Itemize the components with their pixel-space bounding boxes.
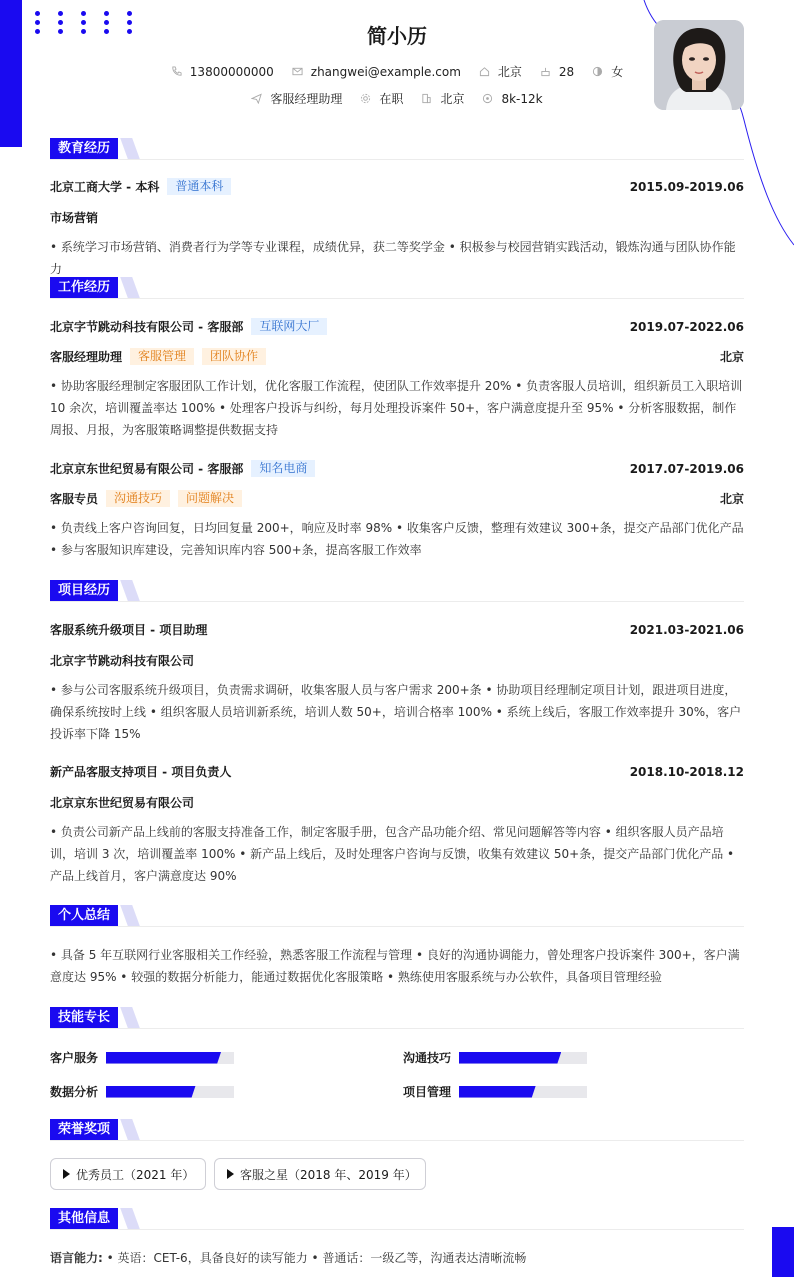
target-city-text: 北京 bbox=[440, 92, 465, 106]
section-title-slant bbox=[120, 277, 140, 298]
building-icon bbox=[421, 93, 432, 104]
section-title: 工作经历 bbox=[50, 277, 118, 298]
salary-text: 8k-12k bbox=[501, 91, 543, 106]
decorative-bar-right bbox=[772, 1227, 794, 1277]
skill-item bbox=[50, 1049, 234, 1066]
project-row bbox=[50, 621, 744, 638]
skill-bar bbox=[106, 1086, 234, 1098]
decorative-dot bbox=[104, 11, 109, 16]
skill-item bbox=[50, 1083, 234, 1100]
education-date: 2015.09-2019.06 bbox=[629, 179, 744, 194]
work-city: 北京 bbox=[719, 492, 744, 506]
mail-icon bbox=[292, 66, 303, 77]
project-date: 2021.03-2021.06 bbox=[629, 622, 744, 637]
skill-bar-fill bbox=[459, 1052, 561, 1064]
section-divider bbox=[50, 1028, 744, 1029]
education-row bbox=[50, 178, 744, 195]
email-item bbox=[292, 65, 461, 79]
section-project bbox=[50, 580, 744, 602]
section-divider bbox=[50, 1140, 744, 1141]
language-label: 语言能力: bbox=[50, 1251, 103, 1265]
send-icon bbox=[251, 93, 262, 104]
school-name: 北京工商大学 - 本科 bbox=[50, 180, 160, 194]
gender-text: 女 bbox=[611, 65, 624, 79]
section-divider bbox=[50, 926, 744, 927]
target-job-text: 客服经理助理 bbox=[270, 92, 343, 106]
language-value: • 英语：CET-6，具备良好的读写能力 • 普通话：一级乙等，沟通表达清晰流畅 bbox=[106, 1251, 527, 1265]
skill-name: 沟通技巧 bbox=[403, 1051, 452, 1065]
project-org: 北京京东世纪贸易有限公司 bbox=[50, 796, 195, 810]
language-line bbox=[50, 1247, 744, 1269]
section-education bbox=[50, 138, 744, 160]
skill-bar bbox=[459, 1086, 587, 1098]
work-desc: • 负责线上客户咨询回复，日均回复量 200+，响应及时率 98% • 收集客户反馈，整理有效建议 300+条，提交产品部门优化产品 • 参与客服知识库建设，完善知识库内容 500+条，提高客服工作效率 bbox=[50, 521, 744, 557]
education-desc: • 系统学习市场营销、消费者行为学等专业课程，成绩优异，获二等奖学金 • 积极参与校园营销实践活动，锻炼沟通与团队协作能力 bbox=[50, 240, 736, 276]
avatar bbox=[654, 20, 744, 110]
skill-bar bbox=[459, 1052, 587, 1064]
gender-item bbox=[592, 63, 623, 80]
major: 市场营销 bbox=[50, 211, 99, 225]
age-text: 28 bbox=[558, 64, 575, 79]
location-text: 北京 bbox=[497, 65, 522, 79]
company-badge: 知名电商 bbox=[251, 460, 315, 477]
email-text: zhangwei@example.com bbox=[310, 64, 461, 79]
cake-icon bbox=[540, 66, 551, 77]
section-title-slant bbox=[120, 138, 140, 159]
role-tag: 沟通技巧 bbox=[106, 490, 170, 507]
section-title: 荣誉奖项 bbox=[50, 1119, 118, 1140]
summary-text: • 具备 5 年互联网行业客服相关工作经验，熟悉客服工作流程与管理 • 良好的沟通协调能力，曾处理客户投诉案件 300+，客户满意度达 95% • 较强的数据分析能力，能通过数据优化客服策略 • 熟练使用客服系统与办公软件，具备项目管理经验 bbox=[50, 948, 740, 984]
skill-bar-fill bbox=[106, 1086, 196, 1098]
age-item bbox=[540, 65, 574, 79]
phone-icon bbox=[171, 66, 182, 77]
role-tag: 问题解决 bbox=[178, 490, 242, 507]
skill-bar-fill bbox=[459, 1086, 536, 1098]
school-badge: 普通本科 bbox=[167, 178, 231, 195]
target-job-item bbox=[251, 90, 342, 107]
role-name: 客服经理助理 bbox=[50, 350, 123, 364]
skill-name: 项目管理 bbox=[403, 1085, 452, 1099]
project-desc: • 参与公司客服系统升级项目，负责需求调研，收集客服人员与客户需求 200+条 • 协助项目经理制定项目计划，跟进项目进度，确保系统按时上线 • 组织客服人员培训新系统，培训人数 50+，培训合格率 100% • 系统上线后，客服工作效率提升 30%，客户投诉率下降 15% bbox=[50, 683, 742, 741]
project-title: 新产品客服支持项目 - 项目负责人 bbox=[50, 765, 232, 779]
role-tag: 团队协作 bbox=[202, 348, 266, 365]
section-title-slant bbox=[120, 905, 140, 926]
section-title: 个人总结 bbox=[50, 905, 118, 926]
section-divider bbox=[50, 1229, 744, 1230]
triangle-icon bbox=[227, 1169, 234, 1179]
section-title-slant bbox=[120, 580, 140, 601]
salary-item bbox=[482, 92, 542, 106]
project-date: 2018.10-2018.12 bbox=[629, 764, 744, 779]
project-desc: • 负责公司新产品上线前的客服支持准备工作，制定客服手册，包含产品功能介绍、常见问题解答等内容 • 组织客服人员产品培训，培训 3 次，培训覆盖率 100% • 新产品上线后，及时处理客户咨询与反馈，收集有效建议 50+条，提交产品部门优化产品 • 产品上线首月，客户满意度达 90% bbox=[50, 825, 735, 883]
work-date: 2019.07-2022.06 bbox=[629, 319, 744, 334]
project-title: 客服系统升级项目 - 项目助理 bbox=[50, 623, 208, 637]
skill-bar-fill bbox=[106, 1052, 221, 1064]
section-title-slant bbox=[120, 1007, 140, 1028]
section-summary bbox=[50, 905, 744, 927]
phone-item bbox=[171, 65, 274, 79]
section-work bbox=[50, 277, 744, 299]
company-name: 北京京东世纪贸易有限公司 - 客服部 bbox=[50, 462, 244, 476]
candidate-name: 简小历 bbox=[367, 24, 427, 48]
home-icon bbox=[479, 66, 490, 77]
skill-name: 客户服务 bbox=[50, 1051, 99, 1065]
section-divider bbox=[50, 601, 744, 602]
work-company-row bbox=[50, 460, 744, 477]
role-tag: 客服管理 bbox=[130, 348, 194, 365]
decorative-dot bbox=[58, 11, 63, 16]
work-date: 2017.07-2019.06 bbox=[629, 461, 744, 476]
section-other bbox=[50, 1208, 744, 1230]
work-company-row bbox=[50, 318, 744, 335]
section-title: 教育经历 bbox=[50, 138, 118, 159]
section-title-slant bbox=[120, 1119, 140, 1140]
project-row bbox=[50, 763, 744, 780]
section-awards bbox=[50, 1119, 744, 1141]
decorative-dot bbox=[127, 11, 132, 16]
award-text: 优秀员工（2021 年） bbox=[76, 1167, 195, 1182]
award-item bbox=[214, 1158, 426, 1190]
target-city-item bbox=[421, 90, 464, 107]
work-role-row bbox=[50, 348, 744, 365]
skill-name: 数据分析 bbox=[50, 1085, 99, 1099]
gender-icon bbox=[592, 66, 603, 77]
skill-bar bbox=[106, 1052, 234, 1064]
work-city: 北京 bbox=[719, 350, 744, 364]
location-item bbox=[479, 63, 522, 80]
coin-icon bbox=[482, 93, 493, 104]
award-item bbox=[50, 1158, 206, 1190]
section-skills bbox=[50, 1007, 744, 1029]
section-title: 项目经历 bbox=[50, 580, 118, 601]
section-divider bbox=[50, 159, 744, 160]
company-badge: 互联网大厂 bbox=[251, 318, 327, 335]
company-name: 北京字节跳动科技有限公司 - 客服部 bbox=[50, 320, 244, 334]
triangle-icon bbox=[63, 1169, 70, 1179]
skill-item bbox=[403, 1083, 587, 1100]
work-role-row bbox=[50, 490, 744, 507]
status-item bbox=[360, 90, 403, 107]
project-org: 北京字节跳动科技有限公司 bbox=[50, 654, 195, 668]
section-title: 技能专长 bbox=[50, 1007, 118, 1028]
gear-icon bbox=[360, 93, 371, 104]
work-desc: • 协助客服经理制定客服团队工作计划，优化客服工作流程，使团队工作效率提升 20% • 负责客服人员培训，组织新员工入职培训 10 余次，培训覆盖率达 100% • 处理客户投诉与纠纷，每月处理投诉案件 50+，客户满意度提升至 95% • 分析客服数据，制作周报、月报，为客服策略调整提供数据支持 bbox=[50, 379, 743, 437]
skill-item bbox=[403, 1049, 587, 1066]
section-divider bbox=[50, 298, 744, 299]
decorative-dot bbox=[81, 11, 86, 16]
section-title: 其他信息 bbox=[50, 1208, 118, 1229]
award-text: 客服之星（2018 年、2019 年） bbox=[240, 1167, 417, 1182]
status-text: 在职 bbox=[379, 92, 404, 106]
role-name: 客服专员 bbox=[50, 492, 99, 506]
section-title-slant bbox=[120, 1208, 140, 1229]
decorative-dot bbox=[35, 11, 40, 16]
phone-text: 13800000000 bbox=[189, 64, 274, 79]
